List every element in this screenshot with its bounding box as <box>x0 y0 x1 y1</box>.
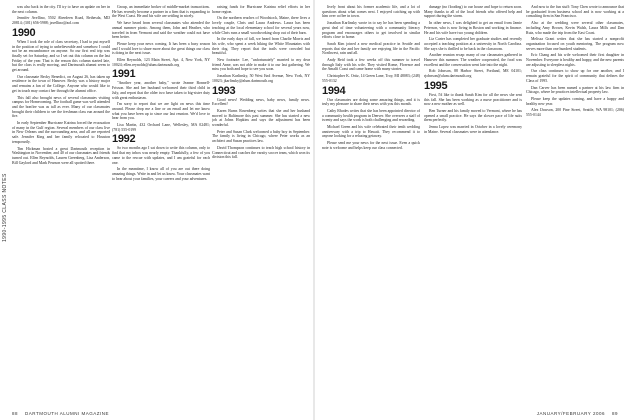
note-paragraph: So two months ago I sat down to write this column, only to find that my inbox was nearly empty. Thankfully, a few of you came to the rescue with updates, and I am grateful for each one. <box>112 146 210 165</box>
note-paragraph: Lisa Martin, 432 Orchard Lane, Wellesley, MA 02481; (781) 555-0199 <box>112 123 210 132</box>
note-paragraph: Jonathan Karlinsky, 50 West End Avenue, New York, NY 10023; jkarlinsky@alum.dartmouth.org <box>212 74 310 83</box>
note-paragraph: And now to the fun stuff: Tony Chen wrote to announce that he graduated from business school and is now working at a consulting firm in San Francisco. <box>526 5 624 19</box>
running-head: 1990-1995 CLASS NOTES <box>2 173 8 243</box>
note-paragraph: In the meantime, I know all of you are out there doing amazing things. Write in and let us know. Your classmates want to hear about your families, your careers and your adventures. <box>112 167 210 181</box>
note-paragraph: New footnote: Lee, "unfortunately" married to my dear friend Anne, was not able to make it to our last gathering. We miss you both and hope to see you soon. <box>212 58 310 72</box>
note-paragraph: Cathy Rhodes writes that she has been appointed director of a community health program in Denver. She oversees a staff of twenty and says the work is both challenging and rewarding. <box>322 108 420 123</box>
text-column-1 <box>12 5 110 403</box>
footer-right <box>537 411 618 416</box>
note-paragraph: When I took the role of class secretary, I had to put myself in the position of trying to unbelieveable and somehow I could not be an encumbrance on anyone. So our first real trip was finally set for Saturday, and so I set out this column on the last Friday of the year. That is the reason this column started late, but the class is really moving, and Dartmouth alumni seem to get around. <box>12 39 110 73</box>
text-column-5 <box>424 5 522 403</box>
note-paragraph: On the northern reaches of Woodstock, Maine, there lives a lovely couple, Chris and Laura Andrews. Laura has been teaching at the local elementary school for several years now, while Chris runs a small woodworking shop out of their barn. <box>212 16 310 35</box>
class-year-heading: 1995 <box>424 79 448 92</box>
note-paragraph: Please send me your news for the next issue. Even a quick note is welcome and helps keep our class connected. <box>322 141 420 150</box>
note-paragraph: In early September Hurricane Katrina forced the evacuation of many in the Gulf region. Several members of our class live in New Orleans and the surrounding area, and all are reported safe. Jennifer King and her family relocated to Houston temporarily. <box>12 121 110 144</box>
note-paragraph: Please keep the updates coming, and have a happy and healthy new year. <box>526 96 624 106</box>
text-column-2 <box>112 5 210 403</box>
note-paragraph: Our class continues to show up for one another, and I remain grateful for the spirit of community that defines the Class of 1995. <box>526 69 624 83</box>
page-number-right: 89 <box>611 411 618 416</box>
note-paragraph: Group, an immediate broker of middle-market transactions. He has recently become a partner in a firm that is expanding to the West Coast. He and his wife are settling in nicely. <box>112 5 210 19</box>
note-paragraph: Christopher K. Ortiz, 14 Green Lane, Troy, MI 48083; (248) 555-0132 <box>322 74 420 83</box>
note-paragraph: David Thompson continues to teach high school history in Connecticut and coaches the varsity soccer team, which won its division this fall. <box>212 145 310 160</box>
note-paragraph: Alex Dawson, 200 Pine Street, Seattle, WA 98101; (206) 555-0144 <box>526 108 624 118</box>
note-paragraph: First, I'd like to thank Sarah Kim for all the news she sent this fall. She has been working as a nurse practitioner and is now a new mother as well. <box>424 92 522 107</box>
note-paragraph: Ellen Reynolds, 123 Main Street, Apt. 4, New York, NY 10024; ellen.reynolds@alum.dartmouth.org <box>112 58 210 67</box>
note-paragraph: In the early days of fall, we heard from Charlie Morris and his wife, who spent a week hiking the White Mountains with their dog. They report that the trails were crowded but beautiful. <box>212 37 310 56</box>
note-paragraph: Dan Carver has been named a partner at his law firm in Chicago, where he practices intellectual property law. <box>526 85 624 95</box>
publication-name: DARTMOUTH ALUMNI MAGAZINE <box>25 411 109 416</box>
note-paragraph: Jonathan Karlinsky wrote in to say he has been spending a great deal of time volunteering with a community literacy program and encourages others to get involved in similar efforts close to home. <box>322 21 420 40</box>
note-paragraph: Melissa Grant writes that she has started a nonprofit organization focused on youth mentoring. The program now serves more than one hundred students. <box>526 37 624 51</box>
note-paragraph: Peter and Susan Clark welcomed a baby boy in September. The family is living in Chicago, where Peter works as an architect and Susan practices law. <box>212 129 310 144</box>
note-paragraph: Tim Hickman hosted a great Dartmouth reception in Washington in November, and 40 of our classmates and friends turned out. Ellen Reynolds, Lauren Greenberg, Lisa Anderson, Bill Gaylord and Mark Pearson were all spotted there. <box>12 146 110 165</box>
note-paragraph: Karen Burns Rosenberg writes that she and her husband moved to Baltimore this past summer. She has started a new job at Johns Hopkins and says the adjustment has been wonderful. <box>212 108 310 128</box>
note-paragraph: Please keep your news coming. It has been a busy season and I would love to share more about the great things our class is doing in the next issue. <box>112 41 210 56</box>
note-paragraph: We have heard from several classmates who attended the annual summer picnic. Among them, John and Heather, who traveled in from Vermont and said the weather could not have been better. <box>112 21 210 40</box>
class-year-heading: 1993 <box>212 84 236 97</box>
note-paragraph: In other news, I was delighted to get an email from Jamie Peterson, who is now living in Boston and working in finance. He and his wife have two young children. <box>424 21 522 35</box>
class-year-heading: 1991 <box>112 68 136 81</box>
issue-date: JANUARY/FEBRUARY 2006 <box>536 411 605 416</box>
note-paragraph: Our classmates are doing some amazing things, and it is truly my pleasure to share their news with you this month. <box>322 97 420 107</box>
note-paragraph: Sarah Kim joined a new medical practice in Seattle and reports that she and her family are enjoying life in the Pacific Northwest, rain and all. <box>322 41 420 56</box>
note-paragraph: Eric Chang and his wife welcomed their first daughter in November. Everyone is healthy and happy, and the new parents are adjusting to sleepless nights. <box>526 53 624 67</box>
note-paragraph: Good news! Wedding news, baby news, family news. Excellent! <box>212 97 310 107</box>
text-column-4 <box>322 5 420 403</box>
note-paragraph: Andy Reid took a few weeks off this summer to travel through Italy with his wife. They visited Rome, Florence and the Amalfi Coast and came home with many stories. <box>322 58 420 72</box>
text-column-3 <box>212 5 310 403</box>
class-year-heading: 1994 <box>322 84 346 97</box>
note-paragraph: Also at the wedding were several other classmates, including Amy Brown, Kevin Walsh, Laura Mills and Dan Ruiz, who made the trip from the East Coast. <box>526 21 624 35</box>
note-paragraph: Another reunion recap: many of our classmates gathered in Hanover this summer. The weather cooperated, the food was excellent and the conversation went late into the night. <box>424 53 522 67</box>
note-paragraph: Michael Green and his wife celebrated their tenth wedding anniversary with a trip to Hawaii. They recommend it to anyone looking for a relaxing getaway. <box>322 125 420 139</box>
note-paragraph: Our classmate Becky Benedict, on August 26, has taken up residence in the town of Hanover. Becky was a history major and remains a fan of the College. Anyone who would like to get in touch may contact her through the alumni office. <box>12 74 110 93</box>
note-paragraph: lively front about his former academic life, and a lot of questions about what comes next. I enjoyed catching up with him over coffee in town. <box>322 5 420 19</box>
note-paragraph: Jennifer Avellino, 5502 Aberdeen Road, Bethesda, MD 20814; (301) 656-5988; javellino@aol.com <box>12 16 110 26</box>
note-paragraph: This fall also brought news of several classmates visiting campus for Homecoming. The football game was well attended and the bonfire was as tall as ever. Many of our classmates brought their children to see the freshman class run around the fire. <box>12 95 110 119</box>
note-paragraph: I'm sorry to report that we are light on news this time around. Please drop me a line or an email and let me know what you have been up to since our last reunion. We'd love to hear from you. <box>112 102 210 121</box>
note-paragraph: damage (no flooding) to our house and hope to return soon. Many thanks to all of the local friends who offered help and support during the storm. <box>424 5 522 19</box>
footer-left <box>12 411 109 416</box>
class-year-heading: 1992 <box>112 133 136 146</box>
class-year-heading: 1990 <box>12 26 36 39</box>
note-paragraph: Jenna Lopez was married in October in a lovely ceremony in Maine. Several classmates were in attendance. <box>424 125 522 134</box>
page-gutter <box>313 0 315 420</box>
note-paragraph: was also back in the city. I'll try to have an update on her in the next column. <box>12 5 110 14</box>
note-paragraph: "Another year, another baby," wrote Jeanne Bonnell-Frisson. She and her husband welcomed their third child in July, and report that the older two have taken to big-sister duty with great enthusiasm. <box>112 81 210 100</box>
page-number-left: 88 <box>12 411 19 416</box>
note-paragraph: Liz Carter has completed her graduate studies and recently accepted a teaching position at a university in North Carolina. She says she is thrilled to be back in the classroom. <box>424 37 522 51</box>
text-column-6 <box>526 5 624 403</box>
note-paragraph: Ben Turner and his family moved to Vermont, where he has opened a small practice. He says the slower pace of life suits them perfectly. <box>424 108 522 123</box>
note-paragraph: raising funds for Hurricane Katrina relief efforts in her home region. <box>212 5 310 14</box>
note-paragraph: Rob Johnson, 88 Harbor Street, Portland, ME 04101; rjohnson@alum.dartmouth.org <box>424 69 522 79</box>
